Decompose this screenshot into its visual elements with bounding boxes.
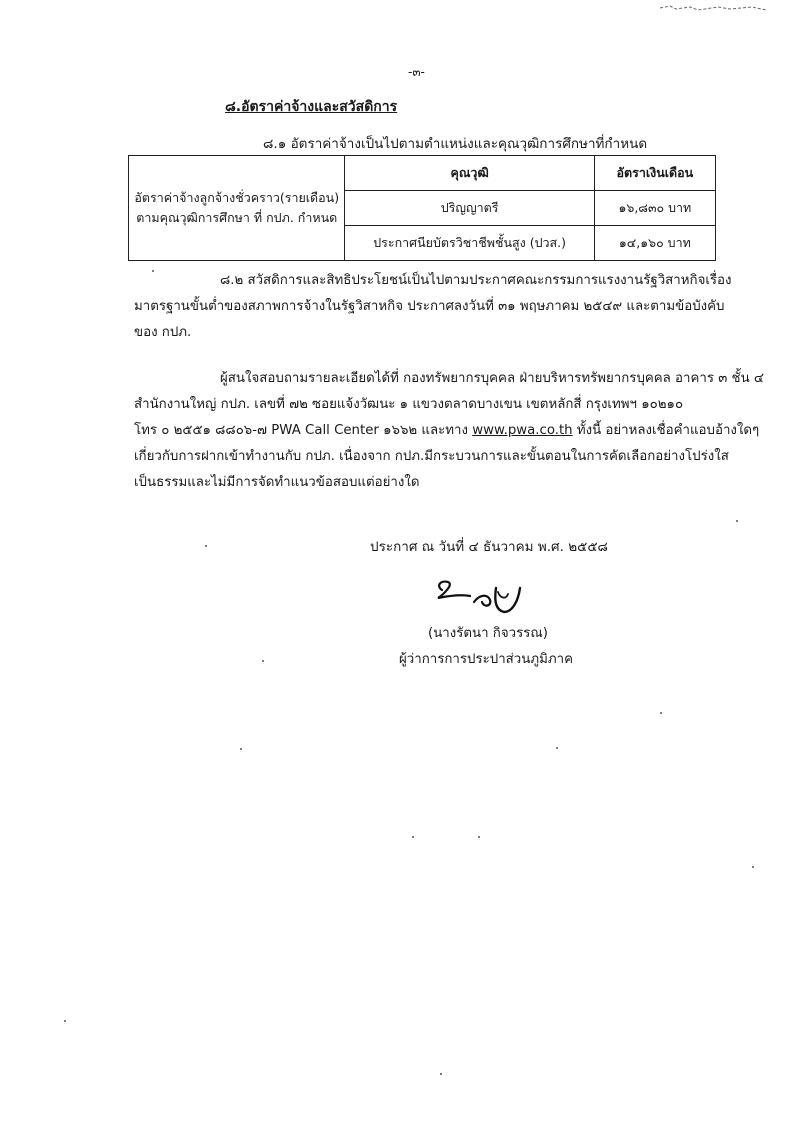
- section-heading: ๘.อัตราค่าจ้างและสวัสดิการ: [225, 99, 398, 115]
- left-header-line-1: อัตราค่าจ้างลูกจ้างชั่วคราว(รายเดือน): [134, 190, 340, 205]
- warning-text: ทั้งนี้ อย่าหลงเชื่อคำแอบอ้างใดๆ: [572, 423, 760, 438]
- table-left-header: [129, 156, 345, 261]
- salary-cell: ๑๔,๑๖๐ บาท: [594, 226, 715, 261]
- scan-speck: [660, 712, 662, 714]
- table-header-row: [129, 156, 716, 191]
- scan-speck: [152, 270, 154, 272]
- page-number: -๓-: [408, 65, 425, 79]
- scan-speck: [412, 836, 414, 838]
- scan-speck: [262, 660, 264, 662]
- paragraph-line: สำนักงานใหญ่ กปภ. เลขที่ ๗๒ ซอยแจ้งวัฒนะ ๑ แขวงตลาดบางเขน เขตหลักสี่ กรุงเทพฯ ๑๐๒๑๐: [134, 397, 684, 412]
- paragraph-line: ผู้สนใจสอบถามรายละเอียดได้ที่ กองทรัพยากรบุคคล ฝ่ายบริหารทรัพยากรบุคคล อาคาร ๓ ชั้น ๔: [220, 371, 764, 386]
- signatory-name: (นางรัตนา กิจวรรณ): [428, 626, 548, 641]
- paragraph-line: มาตรฐานขั้นต่ำของสภาพการจ้างในรัฐวิสาหกิจ ประกาศลงวันที่ ๓๑ พฤษภาคม ๒๕๔๙ และตามข้อบังคับ: [134, 299, 725, 314]
- qualification-cell: ประกาศนียบัตรวิชาชีพชั้นสูง (ปวส.): [345, 226, 594, 261]
- handwritten-signature: [430, 572, 540, 622]
- salary-column-header: อัตราเงินเดือน: [594, 156, 715, 191]
- salary-cell: ๑๖,๘๓๐ บาท: [594, 191, 715, 226]
- scan-speck: [736, 520, 738, 522]
- scan-speck: [556, 747, 558, 749]
- scan-noise-mark: [652, 0, 792, 14]
- subsection-2-paragraph: [134, 268, 732, 346]
- paragraph-line: เกี่ยวกับการฝากเข้าทำงานกับ กปภ. เนื่องจาก กปภ.มีกระบวนการและขั้นตอนในการคัดเลือกอย่างโปร่งใส: [134, 449, 729, 464]
- paragraph-line: เป็นธรรมและไม่มีการจัดทำแนวข้อสอบแต่อย่างใด: [134, 475, 420, 490]
- scan-speck: [478, 836, 480, 838]
- paragraph-line: ๘.๒ สวัสดิการและสิทธิประโยชน์เป็นไปตามประกาศคณะกรรมการแรงงานรัฐวิสาหกิจเรื่อง: [220, 273, 732, 288]
- paragraph-line: ของ กปภ.: [134, 325, 192, 340]
- qualification-column-header: คุณวุฒิ: [345, 156, 594, 191]
- signatory-title: ผู้ว่าการการประปาส่วนภูมิภาค: [399, 652, 574, 667]
- paragraph-line: [134, 418, 760, 444]
- scan-speck: [205, 545, 207, 547]
- contact-paragraph: [134, 366, 764, 496]
- phone-text: โทร ๐ ๒๕๕๑ ๘๘๐๖-๗ PWA Call Center ๑๖๖๒ และทาง: [134, 423, 473, 438]
- qualification-cell: ปริญญาตรี: [345, 191, 594, 226]
- website-link[interactable]: www.pwa.co.th: [472, 423, 573, 438]
- scan-speck: [752, 866, 754, 868]
- announcement-date: ประกาศ ณ วันที่ ๔ ธันวาคม พ.ศ. ๒๕๕๘: [370, 539, 608, 555]
- salary-table: [128, 155, 716, 261]
- scan-speck: [240, 748, 242, 750]
- scan-speck: [64, 1020, 66, 1022]
- left-header-line-2: ตามคุณวุฒิการศึกษา ที่ กปภ. กำหนด: [136, 210, 338, 225]
- subsection-1-text: ๘.๑ อัตราค่าจ้างเป็นไปตามตำแหน่งและคุณวุฒิการศึกษาที่กำหนด: [263, 136, 648, 152]
- scan-speck: [440, 1073, 442, 1075]
